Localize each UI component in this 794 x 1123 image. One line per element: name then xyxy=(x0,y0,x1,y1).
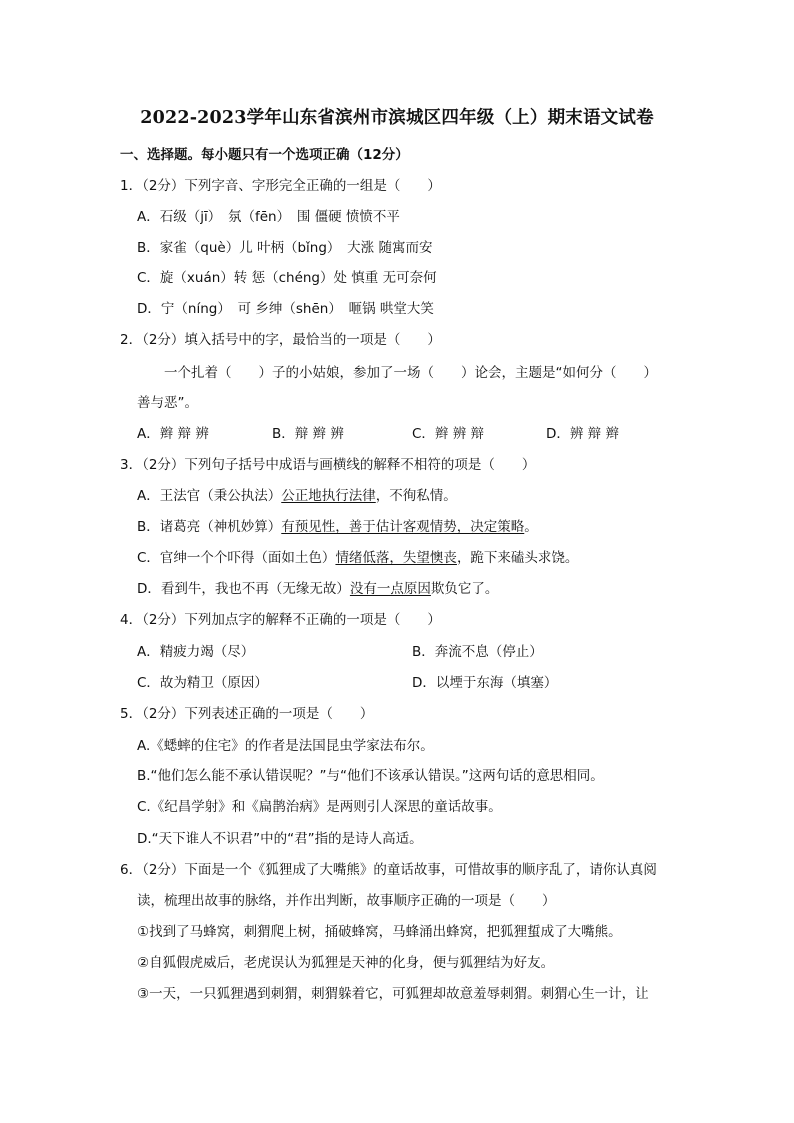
question-3-stem: 3．（2分）下列句子括号中成语与画横线的解释不相符的项是（ ） xyxy=(120,457,536,473)
question-6-stem-line-2: 读，梳理出故事的脉络，并作出判断，故事顺序正确的一项是（ ） xyxy=(137,893,556,909)
question-5-option-b: B.“他们怎么能不承认错误呢？”与“他们不该承认错误。”这两句话的意思相同。 xyxy=(137,768,604,784)
question-2-option-b: B．辩 辫 辨 xyxy=(272,426,344,442)
question-1-stem: 1．（2分）下列字音、字形完全正确的一组是（ ） xyxy=(120,178,441,194)
option-b-prefix: B．诸葛亮（神机妙算） xyxy=(137,519,282,535)
question-6-sentence-3: ③一天，一只狐狸遇到刺猬，刺猬躲着它，可狐狸却故意羞辱刺猬。刺猬心生一计，让 xyxy=(137,986,649,1002)
question-1-option-c: C．旋（xuán）转 惩（chéng）处 慎重 无可奈何 xyxy=(137,270,437,286)
option-c-prefix: C．官绅一个个吓得（面如土色） xyxy=(137,550,336,566)
option-b-suffix: 。 xyxy=(524,519,538,535)
question-4-option-a: A．精疲力竭（尽） xyxy=(137,644,255,660)
question-2-stem: 2．（2分）填入括号中的字，最恰当的一项是（ ） xyxy=(120,332,441,348)
question-1-option-b: B．家雀（què）儿 叶柄（bǐng） 大涨 随寓而安 xyxy=(137,240,433,256)
option-c-underlined: 情绪低落，失望懊丧 xyxy=(335,550,457,566)
question-5-stem: 5．（2分）下列表述正确的一项是（ ） xyxy=(120,706,374,722)
option-a-prefix: A．王法官（秉公执法） xyxy=(137,488,282,504)
option-d-underlined: 没有一点原因 xyxy=(349,581,431,597)
question-4-stem: 4．（2分）下列加点字的解释不正确的一项是（ ） xyxy=(120,612,441,628)
option-a-suffix: ，不徇私情。 xyxy=(375,488,457,504)
question-5-option-d: D.“天下谁人不识君”中的“君”指的是诗人高适。 xyxy=(137,831,423,847)
question-6-sentence-1: ①找到了马蜂窝，刺猬爬上树，捅破蜂窝，马蜂涌出蜂窝，把狐狸蜇成了大嘴熊。 xyxy=(137,924,622,940)
option-c-suffix: ，跪下来磕头求饶。 xyxy=(456,550,579,566)
question-3-option-c xyxy=(137,548,578,568)
question-4-option-b: B．奔流不息（停止） xyxy=(412,644,543,660)
option-d-suffix: 欺负它了。 xyxy=(430,581,499,597)
question-1-option-d: D．宁（níng） 可 乡绅（shēn） 咂锅 哄堂大笑 xyxy=(137,301,434,317)
question-3-option-a xyxy=(137,486,457,506)
option-a-underlined: 公正地执行法律 xyxy=(281,488,376,504)
question-2-option-c: C．辫 辨 辩 xyxy=(412,426,485,442)
question-2-option-d: D．辨 辩 辫 xyxy=(546,426,619,442)
question-5-option-c: C.《纪昌学射》和《扁鹊治病》是两则引人深思的童话故事。 xyxy=(137,799,502,815)
question-4-option-c: C．故为精卫（原因） xyxy=(137,675,268,691)
question-2-passage-line-1: 一个扎着（ ）子的小姑娘，参加了一场（ ）论会，主题是“如何分（ ） xyxy=(164,365,657,381)
section-heading: 一、选择题。每小题只有一个选项正确（12分） xyxy=(120,147,409,163)
question-2-option-a: A．辫 辩 辨 xyxy=(137,426,209,442)
option-b-underlined: 有预见性，善于估计客观情势，决定策略 xyxy=(281,519,525,535)
question-1-option-a: A．石级（jī） 氛（fēn） 围 僵硬 愤愤不平 xyxy=(137,209,400,225)
question-3-option-d xyxy=(137,579,498,599)
page-title: 2022-2023学年山东省滨州市滨城区四年级（上）期末语文试卷 xyxy=(140,108,654,128)
question-6-sentence-2: ②自狐假虎威后，老虎误认为狐狸是天神的化身，便与狐狸结为好友。 xyxy=(137,955,555,971)
option-d-prefix: D．看到牛，我也不再（无缘无故） xyxy=(137,581,350,597)
question-6-stem-line-1: 6．（2分）下面是一个《狐狸成了大嘴熊》的童话故事，可惜故事的顺序乱了，请你认真阅 xyxy=(120,862,657,878)
question-2-passage-line-2: 善与恶”。 xyxy=(137,395,198,411)
question-5-option-a: A.《蟋蟀的住宅》的作者是法国昆虫学家法布尔。 xyxy=(137,738,434,754)
question-4-option-d: D．以堙于东海（填塞） xyxy=(412,675,558,691)
question-3-option-b xyxy=(137,517,538,537)
